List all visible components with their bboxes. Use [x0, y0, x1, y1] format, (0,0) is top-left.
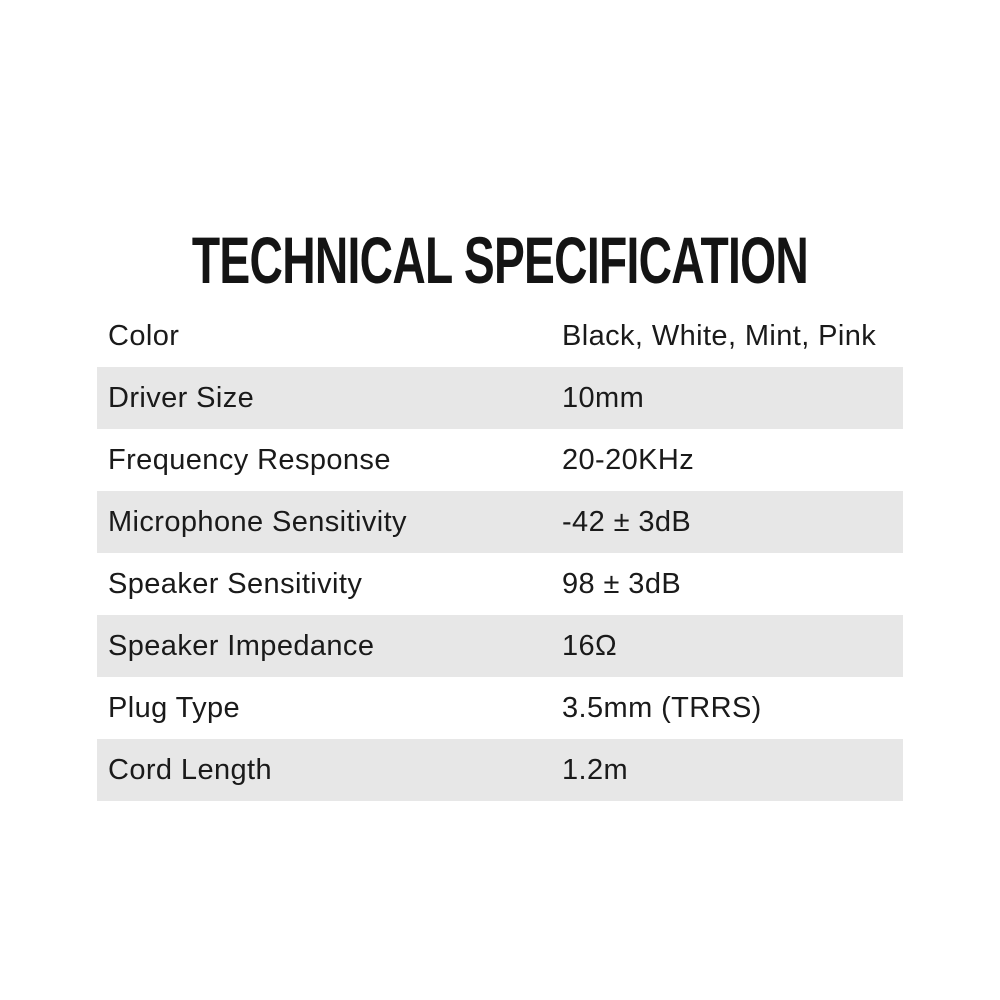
- spec-label: Driver Size: [108, 381, 255, 414]
- spec-table: [97, 305, 903, 801]
- spec-row-speaker-impedance: [97, 615, 903, 677]
- spec-row-cord-length: [97, 739, 903, 801]
- spec-row-driver-size: [97, 367, 903, 429]
- spec-row-frequency-response: [97, 429, 903, 491]
- page-title: TECHNICAL SPECIFICATION: [191, 223, 809, 298]
- spec-row-color: [97, 305, 903, 367]
- spec-value: 20-20KHz: [562, 443, 695, 476]
- spec-label: Speaker Impedance: [108, 629, 375, 662]
- spec-value: 10mm: [562, 381, 645, 414]
- spec-value: 16Ω: [562, 629, 618, 662]
- spec-label: Microphone Sensitivity: [108, 505, 407, 538]
- spec-value: 3.5mm (TRRS): [562, 691, 762, 724]
- spec-label: Color: [108, 319, 180, 352]
- spec-label: Cord Length: [108, 753, 273, 786]
- spec-label: Frequency Response: [108, 443, 391, 476]
- spec-label: Speaker Sensitivity: [108, 567, 363, 600]
- spec-label: Plug Type: [108, 691, 241, 724]
- spec-value: -42 ± 3dB: [562, 505, 692, 538]
- spec-row-speaker-sensitivity: [97, 553, 903, 615]
- spec-row-plug-type: [97, 677, 903, 739]
- spec-row-microphone-sensitivity: [97, 491, 903, 553]
- spec-value: 1.2m: [562, 753, 629, 786]
- spec-value: Black, White, Mint, Pink: [562, 319, 877, 352]
- spec-value: 98 ± 3dB: [562, 567, 682, 600]
